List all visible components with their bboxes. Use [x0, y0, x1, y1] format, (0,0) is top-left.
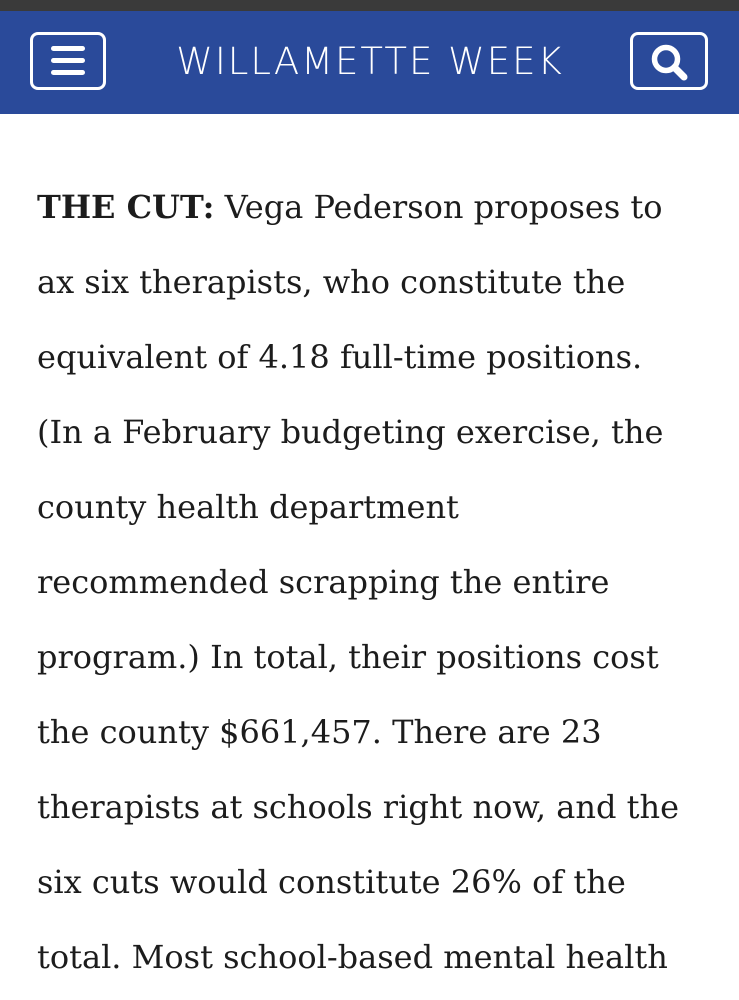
menu-button[interactable] [30, 32, 106, 90]
article-line: recommended scrapping the entire [37, 563, 610, 601]
article-line: program.) In total, their positions cost [37, 638, 659, 676]
article-paragraph [37, 170, 717, 995]
article-line [37, 170, 717, 245]
search-icon [649, 43, 693, 83]
site-header [0, 11, 739, 114]
article-line-text: Vega Pederson proposes to [214, 188, 663, 226]
article-line: therapists at schools right now, and the [37, 788, 680, 826]
article-line: the county $661,457. There are 23 [37, 713, 602, 751]
article-line: (In a February budgeting exercise, the [37, 413, 664, 451]
search-button[interactable] [630, 32, 708, 90]
section-lead-label: THE CUT: [37, 188, 215, 226]
article-line: ax six therapists, who constitute the [37, 263, 626, 301]
status-bar [0, 0, 739, 11]
site-title[interactable]: WILLAMETTE WEEK [176, 40, 564, 83]
article-line: equivalent of 4.18 full-time positions. [37, 338, 643, 376]
article-body [37, 170, 717, 995]
article-line: total. Most school-based mental health [37, 938, 668, 976]
article-line: six cuts would constitute 26% of the [37, 863, 626, 901]
article-line: county health department [37, 488, 459, 526]
